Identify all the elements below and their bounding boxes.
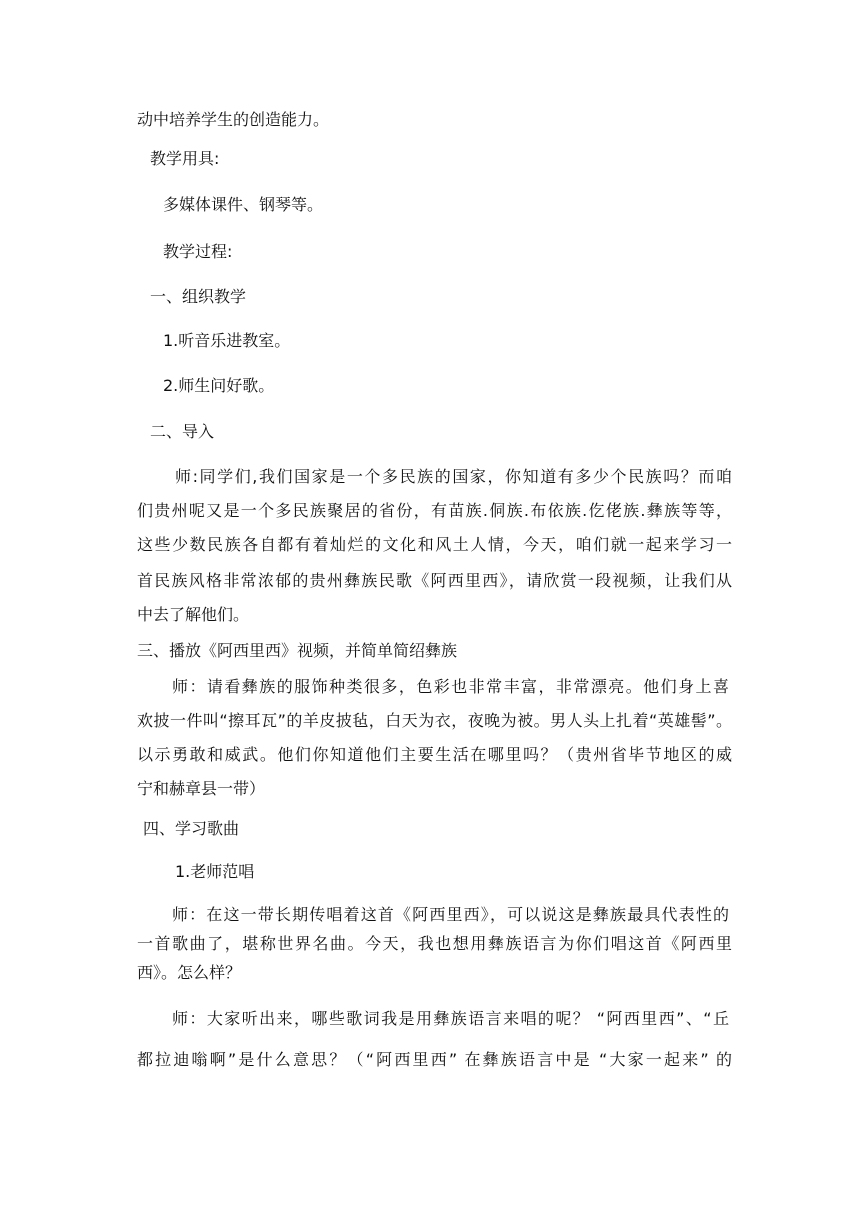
- section-heading: 四、学习歌曲: [143, 819, 240, 838]
- list-item: 1.听音乐进教室。: [163, 331, 291, 350]
- paragraph-line: 这些少数民族各自都有着灿烂的文化和风土人情，今天，咱们就一起来学习一: [137, 535, 732, 554]
- paragraph-line: 一首歌曲了，堪称世界名曲。今天，我也想用彝族语言为你们唱这首《阿西里: [137, 934, 732, 953]
- text-line: 动中培养学生的创造能力。: [137, 110, 330, 129]
- paragraph-line: 师：大家听出来，哪些歌词我是用彝族语言来唱的呢？ “阿西里西”、“丘: [172, 1009, 729, 1028]
- section-heading: 三、播放《阿西里西》视频，并简单简绍彝族: [137, 641, 458, 660]
- paragraph-line: 西》。怎么样？: [137, 963, 242, 982]
- paragraph-line: 欢披一件叫“擦耳瓦”的羊皮披毡，白天为衣，夜晚为被。男人头上扎着“英雄髻”。: [137, 711, 732, 730]
- list-item: 2.师生问好歌。: [163, 376, 275, 395]
- paragraph-line: 都拉迪嗡啊”是什么意思？（“阿西里西” 在彝族语言中是 “大家一起来” 的: [137, 1050, 732, 1069]
- paragraph-line: 首民族风格非常浓郁的贵州彝族民歌《阿西里西》，请欣赏一段视频，让我们从: [137, 571, 732, 590]
- paragraph-line: 宁和赫章县一带）: [137, 779, 266, 798]
- paragraph-line: 中去了解他们。: [137, 605, 250, 624]
- section-label: 教学用具:: [150, 149, 220, 168]
- section-heading: 一、组织教学: [150, 287, 247, 306]
- section-heading: 二、导入: [150, 422, 215, 441]
- list-item: 1.老师范唱: [175, 862, 255, 881]
- paragraph-line: 师：请看彝族的服饰种类很多，色彩也非常丰富，非常漂亮。他们身上喜: [172, 677, 729, 696]
- section-label: 教学过程:: [163, 242, 233, 261]
- paragraph-line: 师：在这一带长期传唱着这首《阿西里西》，可以说这是彝族最具代表性的: [172, 905, 729, 924]
- paragraph-line: 们贵州呢又是一个多民族聚居的省份，有苗族.侗族.布依族.仡佬族.彝族等等，: [137, 501, 732, 520]
- paragraph-line: 师:同学们,我们国家是一个多民族的国家，你知道有多少个民族吗？而咱: [175, 467, 732, 486]
- paragraph-line: 以示勇敢和威武。他们你知道他们主要生活在哪里吗？（贵州省毕节地区的威: [137, 745, 732, 764]
- text-line: 多媒体课件、钢琴等。: [163, 195, 324, 214]
